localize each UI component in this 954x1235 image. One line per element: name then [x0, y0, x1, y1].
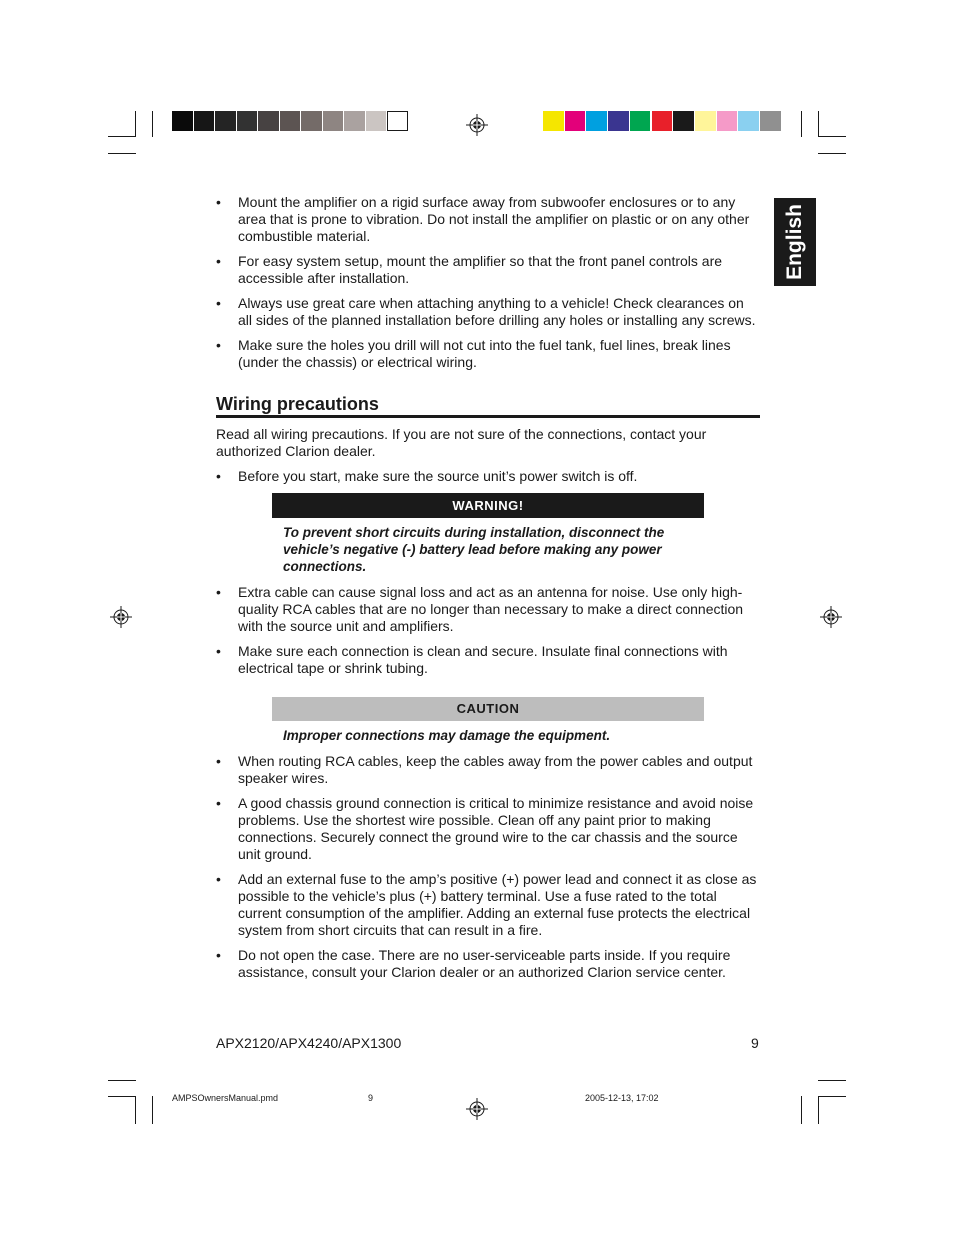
list-item: • Mount the amplifier on a rigid surface away from subwoofer enclosures or to any area that is prone to vibration. Do not install the amplifier on plastic or on any other combustible material. — [216, 194, 750, 244]
color-swatch — [215, 111, 236, 131]
page-content — [216, 194, 760, 989]
color-swatch — [194, 111, 215, 131]
registration-mark-left — [110, 606, 132, 628]
list-item: • Add an external fuse to the amp’s positive (+) power lead and connect it as close as possible to the vehicle’s plus (+) battery terminal. Use a fuse rated to the total current consumption of the amplifier. Adding an external fuse protects the electrical system from short circuits that can result in a fire. — [216, 871, 757, 938]
color-swatch — [760, 111, 781, 131]
color-swatch — [387, 111, 408, 131]
warning-text: To prevent short circuits during installation, disconnect the vehicle’s negative (-) battery lead before making any power connections. — [283, 525, 665, 574]
color-swatch — [565, 111, 586, 131]
color-swatch — [717, 111, 738, 131]
list-item: • When routing RCA cables, keep the cables away from the power cables and output speaker wires. — [216, 753, 753, 786]
color-swatch — [630, 111, 651, 131]
registration-mark-bottom — [466, 1098, 488, 1120]
section-heading-wiring: Wiring precautions — [216, 393, 760, 418]
color-swatch — [652, 111, 673, 131]
slug-timestamp: 2005-12-13, 17:02 — [585, 1093, 659, 1103]
color-swatch — [172, 111, 193, 131]
color-swatch — [695, 111, 716, 131]
list-item: • Make sure each connection is clean and secure. Insulate final connections with electrical tape or shrink tubing. — [216, 643, 728, 676]
registration-mark-right — [820, 606, 842, 628]
list-item: • For easy system setup, mount the amplifier so that the front panel controls are accessible after installation. — [216, 253, 723, 286]
color-swatch — [301, 111, 322, 131]
language-tab-label: English — [783, 204, 806, 280]
slug-page: 9 — [368, 1093, 374, 1103]
registration-mark-top — [466, 114, 488, 136]
color-swatch — [258, 111, 279, 131]
color-swatch — [738, 111, 759, 131]
list-item: • Make sure the holes you drill will not cut into the fuel tank, fuel lines, break lines (under the chassis) or electrical wiring. — [216, 337, 731, 370]
color-swatch — [323, 111, 344, 131]
color-swatch — [586, 111, 607, 131]
caution-text: Improper connections may damage the equipment. — [283, 728, 611, 743]
footer-page-number: 9 — [751, 1035, 759, 1051]
color-swatch — [280, 111, 301, 131]
color-swatch — [237, 111, 258, 131]
warning-banner: WARNING! — [272, 493, 704, 518]
list-item: • Always use great care when attaching anything to a vehicle! Check clearances on all sides of the planned installation before drilling any holes or installing any screws. — [216, 295, 756, 328]
list-item: • Extra cable can cause signal loss and act as an antenna for noise. Use only high-quality RCA cables that are no longer than necessary to make a direct connection with the source unit and amplifiers. — [216, 584, 744, 634]
list-item: • Do not open the case. There are no user-serviceable parts inside. If you require assistance, consult your Clarion dealer or an authorized Clarion service center. — [216, 947, 731, 980]
color-swatch — [344, 111, 365, 131]
color-swatch — [366, 111, 387, 131]
wiring-intro: Read all wiring precautions. If you are not sure of the connections, contact your authorized Clarion dealer. — [216, 426, 707, 459]
slug-filename: AMPSOwnersManual.pmd — [172, 1093, 279, 1103]
footer-model-numbers: APX2120/APX4240/APX1300 — [216, 1035, 402, 1051]
caution-banner: CAUTION — [272, 697, 704, 721]
color-swatch — [608, 111, 629, 131]
language-tab — [774, 198, 816, 286]
list-item: • Before you start, make sure the source unit’s power switch is off. — [216, 468, 638, 484]
color-swatch — [543, 111, 564, 131]
color-swatch — [673, 111, 694, 131]
list-item: • A good chassis ground connection is critical to minimize resistance and avoid noise problems. Use the shortest wire possible. Clean off any paint prior to making connections. Securely connect the ground wire to the car chassis and the source unit ground. — [216, 795, 754, 862]
